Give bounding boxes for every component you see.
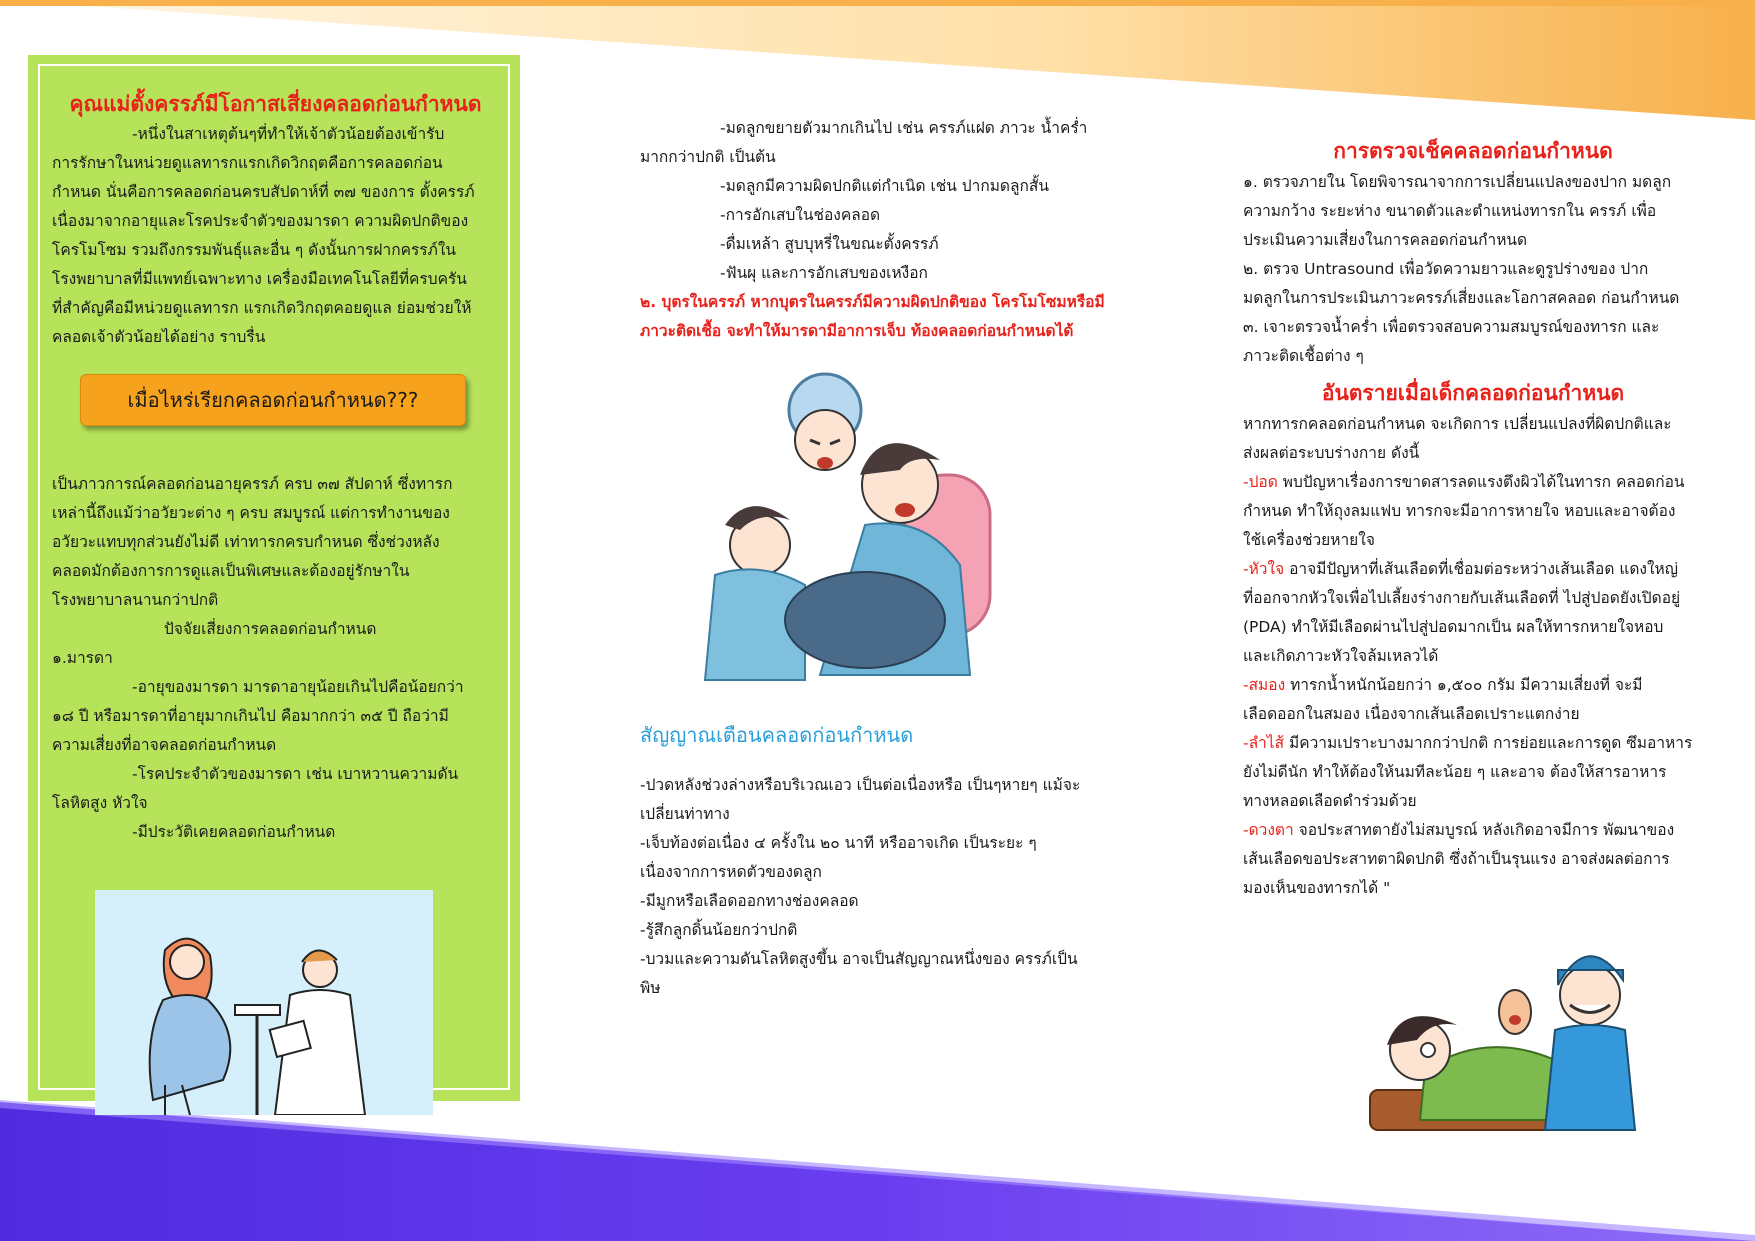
left-title: คุณแม่ตั้งครรภ์มีโอกาสเสี่ยงคลอดก่อนกำหนด [69, 92, 482, 116]
history-line: -มีประวัติเคยคลอดก่อนกำหนด [132, 823, 336, 841]
warning-signs-list [640, 771, 1120, 1003]
uterus-line: มากกว่าปกติ เป็นต้น [640, 148, 776, 166]
definition-line: คลอดมักต้องการการดูแลเป็นพิเศษและต้องอยู่รักษาใน [52, 562, 410, 580]
heart-text: อาจมีปัญหาที่เส้นเลือดที่เชื่อมต่อระหว่างเส้นเลือด แดงใหญ่ [1284, 560, 1678, 578]
definition-line: อวัยวะแทบทุกส่วนยังไม่ดี เท่าทารกครบกำหนด ซึ่งช่วงหลัง [52, 533, 440, 551]
middle-risk-list [640, 114, 1110, 346]
eye-text: จอประสาทตายังไม่สมบูรณ์ หลังเกิดอาจมีการ พัฒนาของ [1293, 821, 1675, 839]
check-line: ๒. ตรวจ Untrasound เพื่อวัดความยาวและดูรูปร่างของ ปาก [1243, 260, 1649, 278]
danger-list [1243, 410, 1738, 903]
danger-intro: หากทารกคลอดก่อนกำหนด จะเกิดการ เปลี่ยนแปลงที่ผิดปกติและ [1243, 415, 1672, 433]
lung-text: ใช้เครื่องช่วยหายใจ [1243, 531, 1375, 549]
brain-text: ทารกน้ำหนักน้อยกว่า ๑,๕๐๐ กรัม มีความเสี่ยงที่ จะมี [1285, 676, 1643, 694]
intro-line: การรักษาในหน่วยดูแลทารกแรกเกิดวิกฤตคือการคลอดก่อน [52, 154, 443, 172]
delivery-room-illustration [665, 365, 1035, 687]
age-line: ๑๘ ปี หรือมารดาที่อายุมากเกินไป คือมากกว่า ๓๕ ปี ถือว่ามี [52, 707, 449, 725]
sign-line: -บวมและความดันโลหิตสูงขึ้น อาจเป็นสัญญาณหนึ่งของ ครรภ์เป็น [640, 950, 1078, 968]
check-list [1243, 168, 1733, 371]
mother-label: ๑.มารดา [52, 649, 113, 667]
intro-line: -หนึ่งในสาเหตุต้นๆที่ทำให้เจ้าตัวน้อยต้องเข้ารับ [132, 125, 445, 143]
lung-text: กำหนด ทำให้ถุงลมแฟบ ทารกจะมีอาการหายใจ หอบและอาจต้อง [1243, 502, 1676, 520]
risk-item: -การอักเสบในช่องคลอด [720, 206, 881, 224]
heart-item [1243, 555, 1738, 584]
check-line: ๑. ตรวจภายใน โดยพิจารณาจากการเปลี่ยนแปลงของปาก มดลูก [1243, 173, 1672, 191]
intro-line: ที่สำคัญคือมีหน่วยดูแลทารก แรกเกิดวิกฤตคอยดูแล ย่อมช่วยให้ [52, 299, 472, 317]
gut-text: ทางหลอดเลือดดำร่วมด้วย [1243, 792, 1417, 810]
heart-text: ที่ออกจากหัวใจเพื่อไปเลี้ยงร่างกายกับเส้นเลือดที่ ไปสู่ปอดยังเปิดอยู่ [1243, 589, 1681, 607]
brain-label: -สมอง [1243, 676, 1286, 694]
sign-line: พิษ [640, 979, 661, 997]
intro-line: คลอดเจ้าตัวน้อยได้อย่าง ราบรื่น [52, 328, 266, 346]
definition-line: เหล่านี้ถึงแม้ว่าอวัยวะต่าง ๆ ครบ สมบูรณ์ แต่การทำงานของ [52, 504, 450, 522]
brain-item [1243, 671, 1738, 700]
newborn-baby-illustration [1365, 940, 1670, 1155]
risk-heading: ปัจจัยเสี่ยงการคลอดก่อนกำหนด [164, 620, 377, 638]
check-line: ประเมินความเสี่ยงในการคลอดก่อนกำหนด [1243, 231, 1528, 249]
fetus-line: ๒. บุตรในครรภ์ หากบุตรในครรภ์มีความผิดปกติของ โครโมโซมหรือมี [640, 293, 1105, 311]
lung-label: -ปอด [1243, 473, 1278, 491]
gut-text: ยังไม่ดีนัก ทำให้ต้องให้นมทีละน้อย ๆ และอาจ ต้องให้สารอาหาร [1243, 763, 1667, 781]
check-line: ความกว้าง ระยะห่าง ขนาดตัวและตำแหน่งทารกใน ครรภ์ เพื่อ [1243, 202, 1657, 220]
heart-text: และเกิดภาวะหัวใจล้มเหลวได้ [1243, 647, 1439, 665]
definition-line: เป็นภาวการณ์คลอดก่อนอายุครรภ์ ครบ ๓๗ สัปดาห์ ซึ่งทารก [52, 475, 453, 493]
brain-text: เลือดออกในสมอง เนื่องจากเส้นเลือดเปราะแตกง่าย [1243, 705, 1580, 723]
pregnant-woman-doctor-illustration [95, 890, 433, 1115]
danger-title: อันตรายเมื่อเด็กคลอดก่อนกำหนด [1321, 381, 1625, 405]
check-line: มดลูกในการประเมินภาวะครรภ์เสี่ยงและโอกาสคลอด ก่อนกำหนด [1243, 289, 1680, 307]
warning-signs-title: สัญญาณเตือนคลอดก่อนกำหนด [640, 723, 914, 747]
intro-line: โครโมโซม รวมถึงกรรมพันธุ์และอื่น ๆ ดังนั้นการฝากครรภ์ใน [52, 241, 456, 259]
gut-text: มีความเปราะบางมากกว่าปกติ การย่อยและการดูด ซึมอาหาร [1284, 734, 1693, 752]
eye-item [1243, 816, 1738, 845]
intro-line: โรงพยาบาลที่มีแพทย์เฉพาะทาง เครื่องมือเทคโนโลยีที่ครบครัน [52, 270, 467, 288]
danger-intro: ส่งผลต่อระบบร่างกาย ดังนี้ [1243, 444, 1420, 462]
uterus-line: -มดลูกขยายตัวมากเกินไป เช่น ครรภ์แฝด ภาวะ น้ำคร่ำ [720, 119, 1088, 137]
gut-item [1243, 729, 1738, 758]
risk-item: -ดื่มเหล้า สูบบุหรี่ในขณะตั้งครรภ์ [720, 235, 939, 253]
age-line: ความเสี่ยงที่อาจคลอดก่อนกำหนด [52, 736, 277, 754]
sign-line: -รู้สึกลูกดิ้นน้อยกว่าปกติ [640, 921, 798, 939]
definition-paragraph [52, 470, 507, 847]
lung-text: พบปัญหาเรื่องการขาดสารลดแรงตึงผิวได้ในทารก คลอดก่อน [1277, 473, 1685, 491]
risk-item: -มดลูกมีความผิดปกติแต่กำเนิด เช่น ปากมดลูกสั้น [720, 177, 1049, 195]
definition-line: โรงพยาบาลนานกว่าปกติ [52, 591, 219, 609]
when-preterm-button[interactable]: เมื่อไหร่เรียกคลอดก่อนกำหนด??? [80, 374, 466, 426]
sign-line: เปลี่ยนท่าทาง [640, 805, 730, 823]
eye-text: เส้นเลือดขอประสาทตาผิดปกติ ซึ่งถ้าเป็นรุนแรง อาจส่งผลต่อการ [1243, 850, 1670, 868]
sign-line: -ปวดหลังช่วงล่างหรือบริเวณเอว เป็นต่อเนื่องหรือ เป็นๆหายๆ แม้จะ [640, 776, 1081, 794]
check-line: ๓. เจาะตรวจน้ำคร่ำ เพื่อตรวจสอบความสมบูรณ์ของทารก และ [1243, 318, 1660, 336]
risk-item: -ฟันผุ และการอักเสบของเหงือก [720, 264, 928, 282]
lung-item [1243, 468, 1738, 497]
intro-line: กำหนด นั่นคือการคลอดก่อนครบสัปดาห์ที่ ๓๗ ของการ ตั้งครรภ์ [52, 183, 475, 201]
gut-label: -ลำไส้ [1243, 734, 1285, 752]
heart-label: -หัวใจ [1243, 560, 1285, 578]
sign-line: -เจ็บท้องต่อเนื่อง ๔ ครั้งใน ๒๐ นาที หรืออาจเกิด เป็นระยะ ๆ [640, 834, 1037, 852]
disease-line: โลหิตสูง หัวใจ [52, 794, 148, 812]
intro-paragraph [52, 120, 507, 352]
fetus-line: ภาวะติดเชื้อ จะทำให้มารดามีอาการเจ็บ ท้องคลอดก่อนกำหนดได้ [640, 322, 1074, 340]
intro-line: เนื่องมาจากอายุและโรคประจำตัวของมารดา ความผิดปกติของ [52, 212, 469, 230]
check-title: การตรวจเช็คคลอดก่อนกำหนด [1333, 139, 1613, 163]
check-line: ภาวะติดเชื้อต่าง ๆ [1243, 347, 1364, 365]
sign-line: -มีมูกหรือเลือดออกทางช่องคลอด [640, 892, 859, 910]
heart-text: (PDA) ทำให้มีเลือดผ่านไปสู่ปอดมากเป็น ผลให้ทารกหายใจหอบ [1243, 618, 1664, 636]
sign-line: เนื่องจากการหดตัวของดลูก [640, 863, 822, 881]
age-line: -อายุของมารดา มารดาอายุน้อยเกินไปคือน้อยกว่า [132, 678, 464, 696]
eye-text: มองเห็นของทารกได้ " [1243, 879, 1391, 897]
disease-line: -โรคประจำตัวของมารดา เช่น เบาหวานความดัน [132, 765, 459, 783]
eye-label: -ดวงตา [1243, 821, 1294, 839]
